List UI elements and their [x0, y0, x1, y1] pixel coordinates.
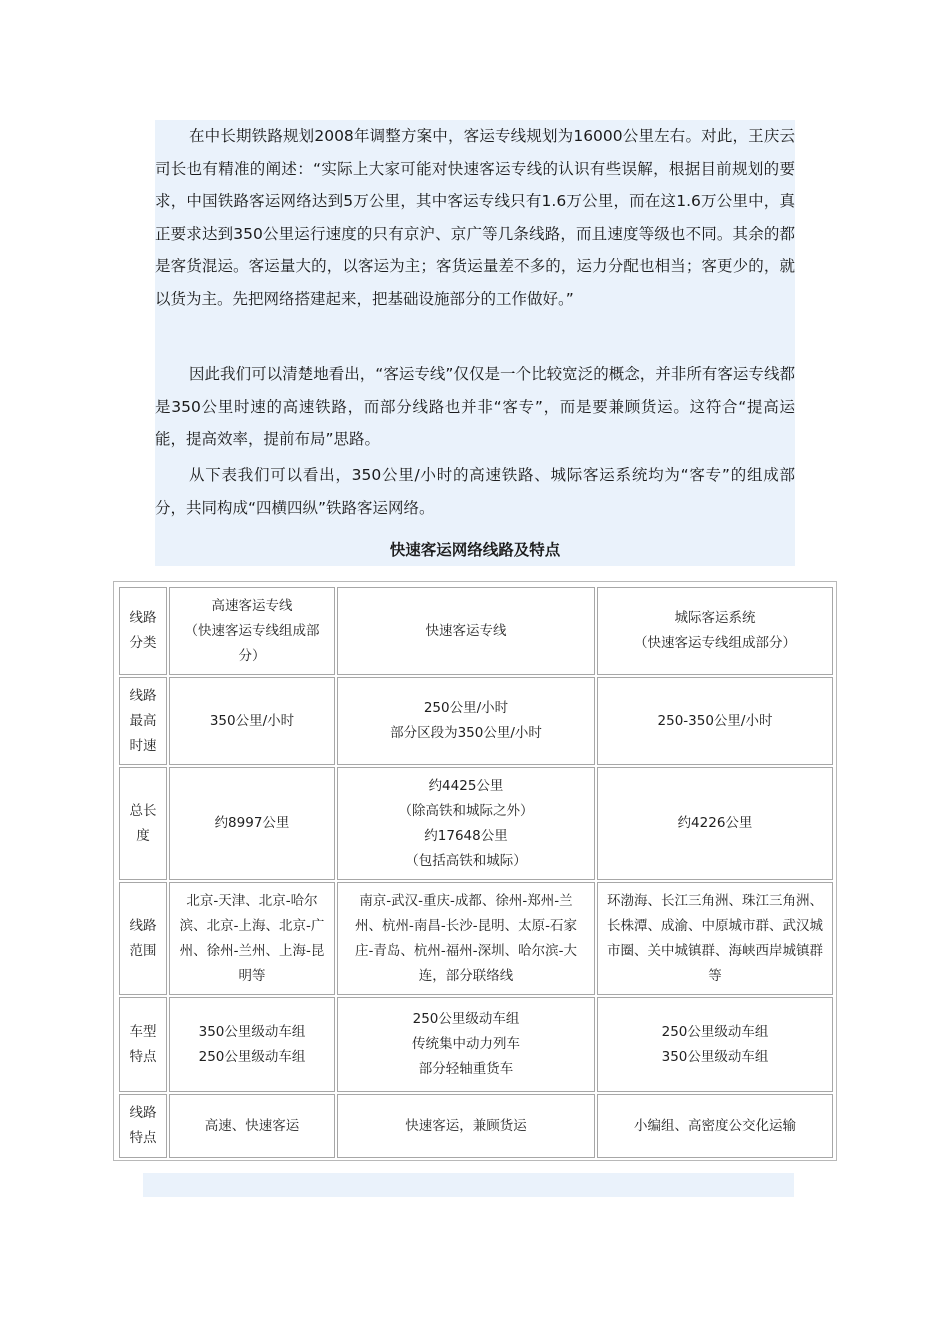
table-cell — [597, 997, 833, 1092]
row-header-text: 总长 — [129, 802, 157, 819]
table-cell — [337, 767, 595, 880]
row-header-text: 线路 — [129, 687, 157, 704]
row-header-cell — [119, 882, 167, 995]
table-cell — [169, 677, 335, 765]
paragraph-1: 在中长期铁路规划2008年调整方案中，客运专线规划为16000公里左右。对此，王庆云司长也有精准的阐述：“实际上大家可能对快速客运专线的认识有些误解，根据目前规划的要求，中国铁路客运网络达到5万公里，其中客运专线只有1.6万公里，而在这1.6万公里中，真正要求达到350公里运行速度的只有京沪、京广等几条线路，而且速度等级也不同。其余的都是客货混运。客运量大的，以客运为主；客货运量差不多的，运力分配也相当；客更少的，就以货为主。先把网络搭建起来，把基础设施部分的工作做好。” — [155, 127, 795, 308]
paragraph-3: 从下表我们可以看出，350公里/小时的高速铁路、城际客运系统均为“客专”的组成部分，共同构成“四横四纵”铁路客运网络。 — [155, 466, 795, 517]
cell-text: （包括高铁和城际） — [405, 852, 527, 869]
table-cell — [597, 1094, 833, 1158]
row-header-text: 线路 — [129, 610, 157, 626]
row-header-text: 时速 — [129, 737, 157, 754]
paragraph-2: 因此我们可以清楚地看出，“客运专线”仅仅是一个比较宽泛的概念，并非所有客运专线都是350公里时速的高速铁路，而部分线路也并非“客专”，而是要兼顾货运。这符合“提高运能，提高效率，提前布局”思路。 — [155, 365, 795, 448]
cell-text: （快速客运专线组成部 — [184, 622, 320, 639]
cell-text: 高速、快速客运 — [204, 1117, 300, 1134]
cell-text: 250-350公里/小时 — [657, 712, 773, 729]
bottom-shaded-band — [143, 1173, 794, 1197]
row-header-text: 分类 — [129, 635, 157, 651]
cell-text: 庄-青岛、杭州-福州-深圳、哈尔滨-大 — [355, 942, 577, 959]
table-cell — [337, 997, 595, 1092]
cell-text: 部分轻轴重货车 — [418, 1061, 514, 1077]
table-row — [119, 587, 833, 675]
row-header-cell — [119, 767, 167, 880]
cell-text: 市圈、关中城镇群、海峡西岸城镇群 — [607, 942, 823, 959]
table-cell — [597, 882, 833, 995]
cell-text: 滨、北京-上海、北京-广 — [179, 917, 325, 934]
table-row — [119, 767, 833, 880]
cell-text: 350公里/小时 — [209, 712, 295, 729]
table-cell — [337, 677, 595, 765]
table-row — [119, 677, 833, 765]
cell-text: 250公里级动车组 — [198, 1048, 306, 1065]
cell-text: 长株潭、成渝、中原城市群、武汉城 — [607, 917, 823, 934]
row-header-text: 特点 — [129, 1130, 157, 1146]
cell-text: 350公里级动车组 — [661, 1048, 769, 1065]
cell-text: 350公里级动车组 — [198, 1023, 306, 1040]
table-cell — [337, 1094, 595, 1158]
cell-text: 高速客运专线 — [211, 597, 293, 614]
cell-text: 连，部分联络线 — [418, 967, 514, 984]
cell-text: （快速客运专线组成部分） — [634, 635, 796, 651]
cell-text: 明等 — [238, 967, 266, 984]
cell-text: 250公里级动车组 — [412, 1011, 520, 1027]
row-header-cell — [119, 587, 167, 675]
row-header-cell — [119, 1094, 167, 1158]
cell-text: 快速客运专线 — [425, 622, 507, 639]
table-title: 快速客运网络线路及特点 — [389, 541, 561, 559]
row-header-cell — [119, 677, 167, 765]
row-header-text: 度 — [136, 827, 150, 844]
cell-text: 等 — [708, 967, 722, 984]
cell-text: 传统集中动力列车 — [412, 1036, 520, 1052]
cell-text: 分） — [238, 647, 266, 664]
cell-text: 约4226公里 — [677, 815, 753, 831]
table-cell — [169, 587, 335, 675]
table-cell — [169, 767, 335, 880]
cell-text: 城际客运系统 — [674, 610, 756, 626]
cell-text: 州、杭州-南昌-长沙-昆明、太原-石家 — [355, 917, 577, 934]
table-cell — [597, 767, 833, 880]
cell-text: 250公里/小时 — [423, 700, 509, 716]
table-cell — [169, 882, 335, 995]
row-header-text: 车型 — [129, 1023, 157, 1040]
cell-text: 快速客运，兼顾货运 — [405, 1117, 527, 1134]
cell-text: 南京-武汉-重庆-成都、徐州-郑州-兰 — [359, 892, 573, 909]
table-row — [119, 997, 833, 1092]
cell-text: 州、徐州-兰州、上海-昆 — [179, 942, 325, 959]
table-cell — [597, 587, 833, 675]
table-row — [119, 1094, 833, 1158]
table-cell — [337, 882, 595, 995]
cell-text: 约4425公里 — [428, 777, 504, 794]
cell-text: 250公里级动车组 — [661, 1023, 769, 1040]
cell-text: （除高铁和城际之外） — [398, 802, 534, 819]
cell-text: 约17648公里 — [424, 827, 508, 844]
cell-text: 部分区段为350公里/小时 — [390, 725, 542, 741]
row-header-text: 线路 — [129, 1105, 157, 1121]
row-header-text: 特点 — [129, 1048, 157, 1065]
cell-text: 北京-天津、北京-哈尔 — [186, 892, 318, 909]
cell-text: 约8997公里 — [214, 815, 290, 831]
row-header-text: 线路 — [129, 917, 157, 934]
table-cell — [169, 997, 335, 1092]
railway-network-table — [117, 585, 835, 1160]
row-header-text: 范围 — [129, 942, 157, 959]
article-text-block — [155, 120, 795, 566]
cell-text: 小编组、高密度公交化运输 — [634, 1117, 796, 1134]
railway-network-table-frame — [113, 581, 837, 1161]
cell-text: 环渤海、长江三角洲、珠江三角洲、 — [607, 892, 823, 909]
row-header-cell — [119, 997, 167, 1092]
row-header-text: 最高 — [129, 712, 157, 729]
table-cell — [337, 587, 595, 675]
table-cell — [169, 1094, 335, 1158]
table-cell — [597, 677, 833, 765]
table-row — [119, 882, 833, 995]
